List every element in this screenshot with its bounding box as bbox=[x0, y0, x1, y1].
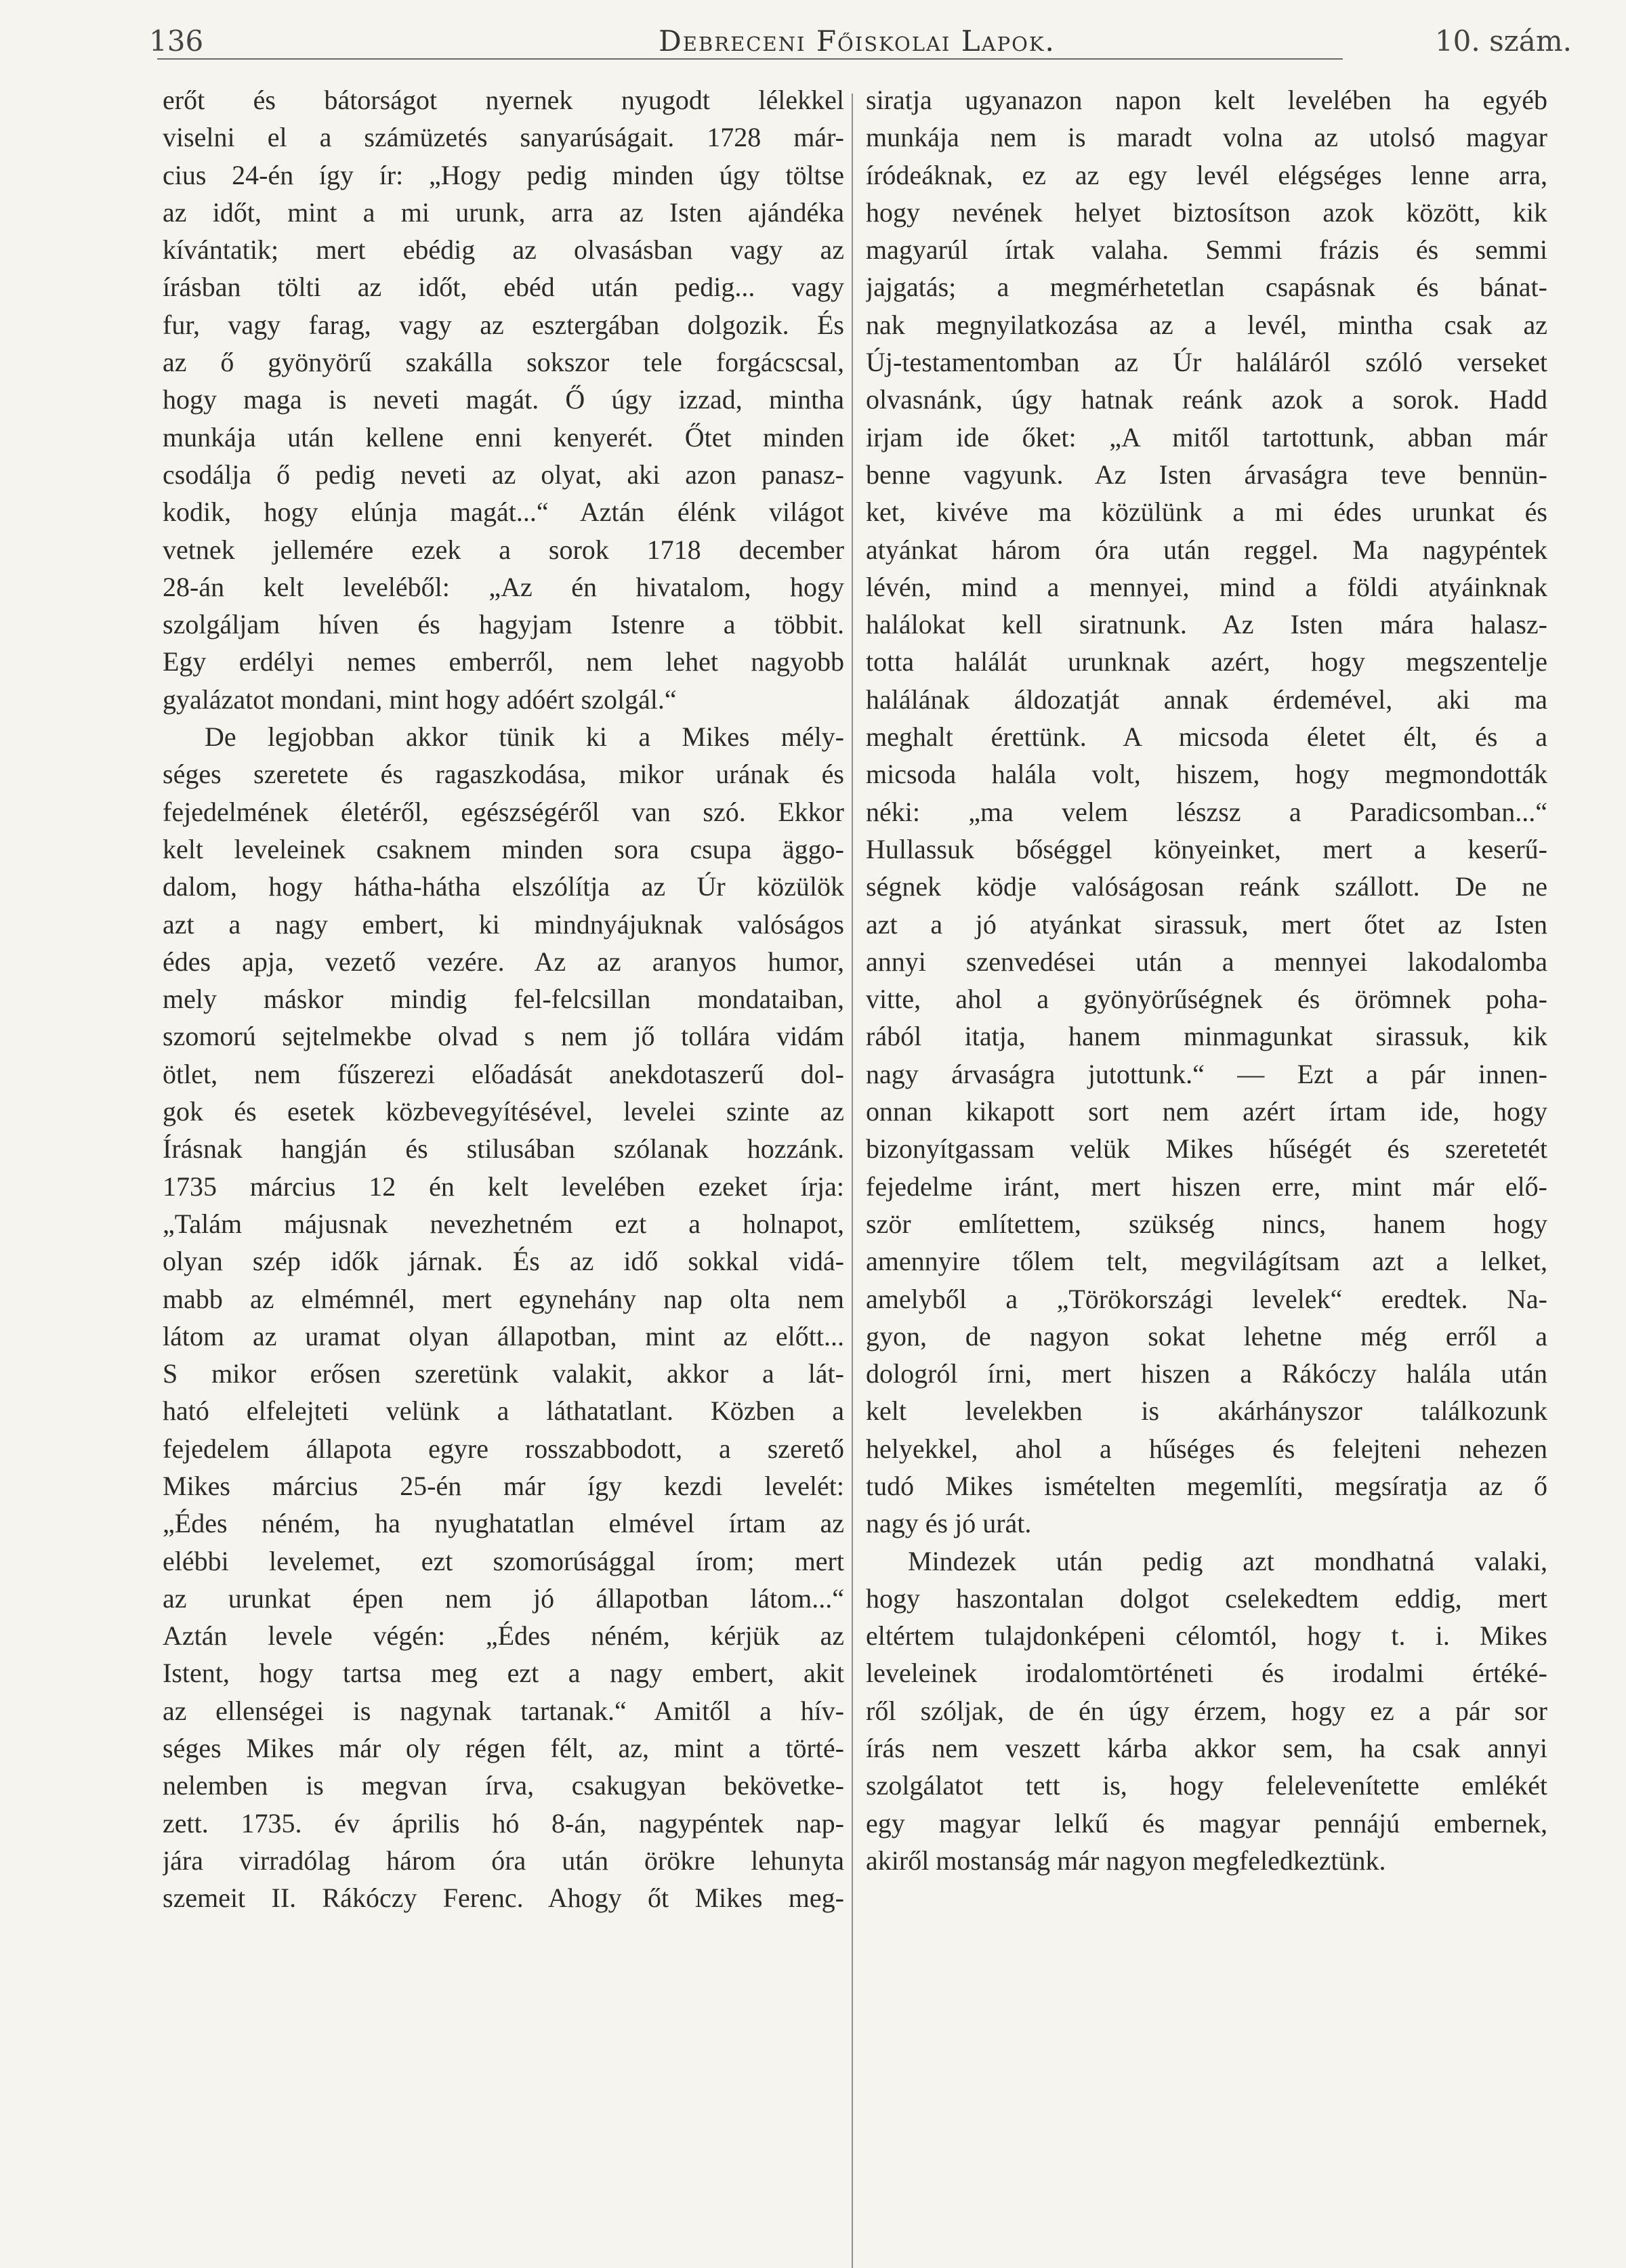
text-line: Új-testamentomban az Úr haláláról szóló verseket bbox=[866, 347, 1547, 378]
text-line: Mindezek után pedig azt mondhatná valaki, bbox=[908, 1545, 1547, 1576]
column-divider bbox=[852, 93, 853, 2268]
text-line: olyan szép idők járnak. És az idő sokkal vidá- bbox=[163, 1246, 844, 1277]
text-line: nagy árvaságra jutottunk.“ — Ezt a pár innen- bbox=[866, 1058, 1547, 1089]
text-line: halálokat kell siratnunk. Az Isten mára halasz- bbox=[866, 609, 1547, 640]
text-line: Egy erdélyi nemes emberről, nem lehet nagyobb bbox=[163, 646, 844, 677]
text-line: „Talám májusnak nevezhetném ezt a holnapot, bbox=[163, 1208, 844, 1239]
text-line: kelt leveleinek csaknem minden sora csupa äggo- bbox=[163, 833, 844, 864]
text-line: kelt levelekben is akárhányszor találkozunk bbox=[866, 1395, 1547, 1427]
text-line: vetnek jellemére ezek a sorok 1718 december bbox=[163, 534, 844, 565]
text-line: benne vagyunk. Az Isten árvaságra teve bennün- bbox=[866, 459, 1547, 490]
text-line: amelyből a „Törökországi levelek“ eredtek. Na- bbox=[866, 1283, 1547, 1314]
text-line: 28-án kelt leveléből: „Az én hivatalom, hogy bbox=[163, 571, 844, 602]
text-line: De legjobban akkor tünik ki a Mikes mély- bbox=[205, 721, 844, 753]
text-line: ötlet, nem fűszerezi előadását anekdotaszerű dol- bbox=[163, 1058, 844, 1089]
text-line: hogy maga is neveti magát. Ő úgy izzad, mintha bbox=[163, 384, 844, 415]
text-line: azt a jó atyánkat sirassuk, mert őtet az Isten bbox=[866, 908, 1547, 940]
text-line: onnan kikapott sort nem azért írtam ide, hogy bbox=[866, 1096, 1547, 1127]
text-line: leveleinek irodalomtörténeti és irodalmi értéké- bbox=[866, 1658, 1547, 1689]
text-line: szemeit II. Rákóczy Ferenc. Ahogy őt Mikes meg- bbox=[163, 1883, 844, 1914]
text-line: az ellenségei is nagynak tartanak.“ Amitől a hív- bbox=[163, 1695, 844, 1726]
text-line: fur, vagy farag, vagy az esztergában dolgozik. És bbox=[163, 309, 844, 340]
text-line: olvasnánk, úgy hatnak reánk azok a sorok. Hadd bbox=[866, 384, 1547, 415]
text-line: ről szóljak, de én úgy érzem, hogy ez a pár sor bbox=[866, 1695, 1547, 1726]
text-line: dalom, hogy hátha-hátha elszólítja az Úr közülök bbox=[163, 871, 844, 902]
text-line: édes apja, vezető vezére. Az az aranyos humor, bbox=[163, 946, 844, 977]
text-line: 1735 március 12 én kelt levelében ezeket írja: bbox=[163, 1171, 844, 1202]
text-line: nak megnyilatkozása az a levél, mintha csak az bbox=[866, 309, 1547, 340]
text-line: szolgálatot tett is, hogy felelevenítette emlékét bbox=[866, 1770, 1547, 1801]
text-line: ket, kivéve ma közülünk a mi édes urunkat és bbox=[866, 497, 1547, 528]
text-line: írásban tölti az időt, ebéd után pedig... vagy bbox=[163, 272, 844, 303]
text-line: rából itatja, hanem minmagunkat sirassuk, kik bbox=[866, 1021, 1547, 1052]
text-line: nelemben is megvan írva, csakugyan bekövetke- bbox=[163, 1770, 844, 1801]
text-line: mely máskor mindig fel-felcsillan mondataiban, bbox=[163, 984, 844, 1015]
text-line: erőt és bátorságot nyernek nyugodt lélekkel bbox=[163, 85, 844, 115]
text-line: szolgáljam híven és hagyjam Istenre a többit. bbox=[163, 609, 844, 640]
text-line: írás nem veszett kárba akkor sem, ha csak annyi bbox=[866, 1733, 1547, 1764]
text-line: nagy és jó urát. bbox=[866, 1508, 1032, 1539]
text-line: elébbi levelemet, ezt szomorúsággal írom; mert bbox=[163, 1545, 844, 1576]
text-line: dologról írni, mert hiszen a Rákóczy halála után bbox=[866, 1358, 1547, 1389]
text-line: „Édes néném, ha nyughatatlan elmével írtam az bbox=[163, 1508, 844, 1539]
text-line: jára virradólag három óra után örökre lehunyta bbox=[163, 1845, 844, 1876]
text-line: irjam ide őket: „A mitől tartottunk, abban már bbox=[866, 421, 1547, 453]
text-line: fejedelem állapota egyre rosszabbodott, a szerető bbox=[163, 1433, 844, 1464]
text-line: az urunkat épen nem jó állapotban látom...“ bbox=[163, 1582, 844, 1614]
text-line: azt a nagy embert, ki mindnyájuknak valóságos bbox=[163, 908, 844, 940]
text-line: munkája után kellene enni kenyerét. Őtet minden bbox=[163, 421, 844, 453]
text-line: zett. 1735. év április hó 8-án, nagypéntek nap- bbox=[163, 1807, 844, 1839]
text-line: hogy nevének helyet biztosítson azok között, kik bbox=[866, 196, 1547, 228]
left-column bbox=[163, 81, 844, 1917]
text-line: siratja ugyanazon napon kelt levelében ha egyéb bbox=[866, 85, 1547, 115]
header-rule bbox=[157, 58, 1343, 60]
text-line: munkája nem is maradt volna az utolsó magyar bbox=[866, 122, 1547, 153]
text-line: gyalázatot mondani, mint hogy adóért szolgál.“ bbox=[163, 684, 677, 715]
text-line: Hullassuk bőséggel könyeinket, mert a keserű- bbox=[866, 833, 1547, 864]
text-line: az időt, mint a mi urunk, arra az Isten ajándéka bbox=[163, 196, 844, 228]
text-line: kívántatik; mert ebédig az olvasásban vagy az bbox=[163, 234, 844, 266]
text-line: S mikor erősen szeretünk valakit, akkor a lát- bbox=[163, 1358, 844, 1389]
text-line: néki: „ma velem lészsz a Paradicsomban...“ bbox=[866, 796, 1547, 827]
right-column bbox=[866, 81, 1547, 1879]
text-line: annyi szenvedései után a mennyei lakodalomba bbox=[866, 946, 1547, 977]
text-line: hogy haszontalan dolgot cselekedtem eddig, mert bbox=[866, 1582, 1547, 1614]
text-line: micsoda halála volt, hiszem, hogy megmondották bbox=[866, 759, 1547, 790]
text-line: atyánkat három óra után reggel. Ma nagypéntek bbox=[866, 534, 1547, 565]
text-line: ségnek ködje valóságosan reánk szállott. De ne bbox=[866, 871, 1547, 902]
text-line: meghalt érettünk. A micsoda életet élt, és a bbox=[866, 721, 1547, 753]
text-line: magyarúl írtak valaha. Semmi frázis és semmi bbox=[866, 234, 1547, 266]
text-line: egy magyar lelkű és magyar pennájú embernek, bbox=[866, 1807, 1547, 1839]
text-line: halálának áldozatját annak érdemével, aki ma bbox=[866, 684, 1547, 715]
text-line: mabb az elmémnél, mert egynehány nap olta nem bbox=[163, 1283, 844, 1314]
text-line: az ő gyönyörű szakálla sokszor tele forgácscsal, bbox=[163, 347, 844, 378]
text-line: csodálja ő pedig neveti az olyat, aki azon panasz- bbox=[163, 459, 844, 490]
issue-number: 10. szám. bbox=[1434, 24, 1572, 58]
text-line: totta halálát urunknak azért, hogy megszentelje bbox=[866, 646, 1547, 677]
text-line: amennyire tőlem telt, megvilágítsam azt a lelket, bbox=[866, 1246, 1547, 1277]
text-line: séges szeretete és ragaszkodása, mikor urának és bbox=[163, 759, 844, 790]
text-line: séges Mikes már oly régen félt, az, mint a törté- bbox=[163, 1733, 844, 1764]
text-line: Mikes március 25-én már így kezdi levelét: bbox=[163, 1470, 844, 1501]
text-line: ször említettem, szükség nincs, hanem hogy bbox=[866, 1208, 1547, 1239]
text-line: akiről mostanság már nagyon megfeledkeztünk. bbox=[866, 1845, 1386, 1876]
text-line: fejedelmének életéről, egészségéről van szó. Ekkor bbox=[163, 796, 844, 827]
running-header bbox=[142, 9, 1572, 57]
page-number: 136 bbox=[149, 24, 204, 58]
text-line: viselni el a számüzetés sanyarúságait. 1728 már- bbox=[163, 122, 844, 153]
journal-title: Debreceni Főiskolai Lapok. bbox=[659, 24, 1056, 58]
text-line: gyon, de nagyon sokat lehetne még erről a bbox=[866, 1320, 1547, 1351]
text-line: helyekkel, ahol a hűséges és felejteni nehezen bbox=[866, 1433, 1547, 1464]
text-line: Istent, hogy tartsa meg ezt a nagy embert, akit bbox=[163, 1658, 844, 1689]
text-line: ható elfelejteti velünk a láthatatlant. Közben a bbox=[163, 1395, 844, 1427]
text-line: kodik, hogy elúnja magát...“ Aztán élénk világot bbox=[163, 497, 844, 528]
text-line: Aztán levele végén: „Édes néném, kérjük az bbox=[163, 1620, 844, 1652]
text-line: jajgatás; a megmérhetetlan csapásnak és bánat- bbox=[866, 272, 1547, 303]
text-line: lévén, mind a mennyei, mind a földi atyáinknak bbox=[866, 571, 1547, 602]
text-line: szomorú sejtelmekbe olvad s nem jő tollára vidám bbox=[163, 1021, 844, 1052]
text-line: cius 24-én így ír: „Hogy pedig minden úgy töltse bbox=[163, 159, 844, 190]
text-line: vitte, ahol a gyönyörűségnek és örömnek poha- bbox=[866, 984, 1547, 1015]
text-line: gok és esetek közbevegyítésével, levelei szinte az bbox=[163, 1096, 844, 1127]
text-line: Írásnak hangján és stilusában szólanak hozzánk. bbox=[163, 1133, 844, 1164]
text-line: fejedelme iránt, mert hiszen erre, mint már elő- bbox=[866, 1171, 1547, 1202]
text-line: íródeáknak, ez az egy levél elégséges lenne arra, bbox=[866, 159, 1547, 190]
text-line: látom az uramat olyan állapotban, mint az előtt... bbox=[163, 1320, 844, 1351]
text-line: eltértem tulajdonképeni célomtól, hogy t. i. Mikes bbox=[866, 1620, 1547, 1652]
text-line: tudó Mikes ismételten megemlíti, megsíratja az ő bbox=[866, 1470, 1547, 1501]
text-line: bizonyítgassam velük Mikes hűségét és szeretetét bbox=[866, 1133, 1547, 1164]
